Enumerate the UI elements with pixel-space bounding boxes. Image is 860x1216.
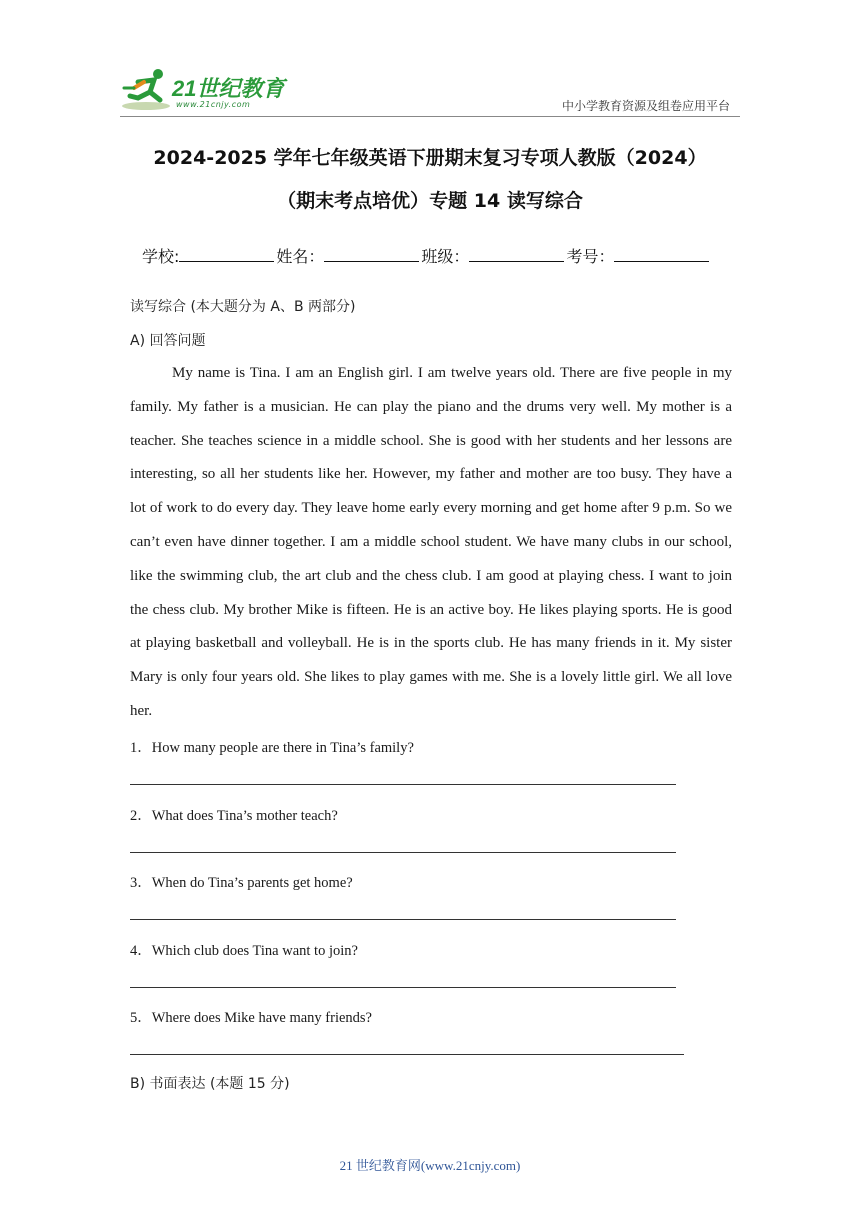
student-info-fields [142, 244, 711, 267]
header-divider [120, 116, 740, 117]
number-field[interactable] [614, 247, 709, 262]
page-footer: 21 世纪教育网(www.21cnjy.com) [339, 1158, 521, 1173]
question-1: 1．How many people are there in Tina’s family? [130, 740, 414, 756]
answer-line-5[interactable] [130, 1054, 684, 1055]
answer-line-1[interactable] [130, 784, 676, 785]
number-label: 考号： [566, 247, 615, 266]
part-b-heading: B) 书面表达 (本题 15 分) [130, 1076, 290, 1092]
name-label: 姓名： [276, 247, 325, 266]
part-a-heading: A) 回答问题 [130, 333, 206, 349]
platform-label: 中小学教育资源及组卷应用平台 [561, 99, 730, 113]
class-field[interactable] [469, 247, 564, 262]
class-label: 班级： [421, 247, 470, 266]
page-title: 2024-2025 学年七年级英语下册期末复习专项人教版（2024） [153, 147, 707, 169]
question-2: 2．What does Tina’s mother teach? [130, 808, 338, 824]
school-label: 学校: [142, 247, 180, 266]
school-field[interactable] [179, 247, 274, 262]
logo-text: 21世纪教育 [172, 76, 285, 101]
answer-line-2[interactable] [130, 852, 676, 853]
name-field[interactable] [324, 247, 419, 262]
site-logo [120, 66, 300, 116]
question-4: 4．Which club does Tina want to join? [130, 943, 358, 959]
page-subtitle: （期末考点培优）专题 14 读写综合 [277, 190, 583, 212]
runner-logo-icon [120, 66, 176, 114]
section-heading: 读写综合 (本大题分为 A、B 两部分) [130, 299, 356, 315]
answer-line-4[interactable] [130, 987, 676, 988]
reading-passage: My name is Tina. I am an English girl. I am twelve years old. There are five people in my family. My father is a musician. He can play the piano and the drums very well. My mother is a teacher. She teaches science in a middle school. She is good with her students and her lessons are interesting, so all her students like her. However, my father and mother are too busy. They have a lot of work to do every day. They leave home early every morning and get home after 9 p.m. So we can’t even have dinner together. I am a middle school student. We have many clubs in our school, like the swimming club, the art club and the chess club. I am good at playing chess. I want to join the chess club. My brother Mike is fifteen. He is an active boy. He likes playing sports. He is good at playing basketball and volleyball. He is in the sports club. He has many friends in it. My sister Mary is only four years old. She likes to play games with me. She is a lovely little girl. We all love her. [130, 365, 732, 719]
answer-line-3[interactable] [130, 919, 676, 920]
question-5: 5．Where does Mike have many friends? [130, 1010, 372, 1026]
logo-url: www.21cnjy.com [176, 100, 251, 109]
question-3: 3．When do Tina’s parents get home? [130, 875, 353, 891]
